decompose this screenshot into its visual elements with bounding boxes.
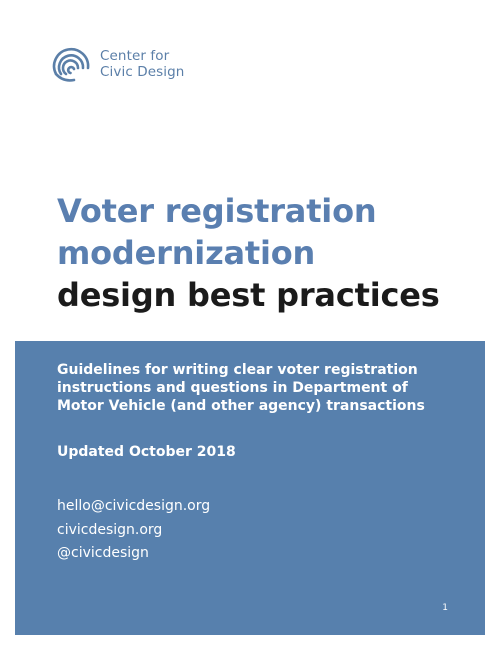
subtitle	[57, 361, 477, 415]
concentric-swirl-icon	[50, 44, 92, 84]
logo-line-2: Civic Design	[100, 64, 185, 80]
title-line-2: modernization	[57, 234, 316, 272]
contact-list	[57, 495, 210, 566]
social-handle-link[interactable]: @civicdesign	[57, 545, 149, 561]
logo	[50, 44, 184, 84]
title-line-3: design best practices	[57, 276, 440, 314]
subtitle-line-3: Motor Vehicle (and other agency) transactions	[57, 398, 425, 414]
info-panel	[15, 341, 485, 635]
logo-wordmark	[100, 48, 184, 80]
logo-line-1: Center for	[100, 48, 170, 64]
subtitle-line-1: Guidelines for writing clear voter registration	[57, 362, 418, 378]
subtitle-line-2: instructions and questions in Department of	[57, 380, 408, 396]
website-link[interactable]: civicdesign.org	[57, 521, 163, 538]
updated-date: Updated October 2018	[57, 444, 236, 460]
email-link[interactable]: hello@civicdesign.org	[57, 498, 211, 514]
page-title	[57, 190, 487, 316]
page-number: 1	[442, 603, 448, 613]
title-line-1: Voter registration	[57, 192, 377, 230]
